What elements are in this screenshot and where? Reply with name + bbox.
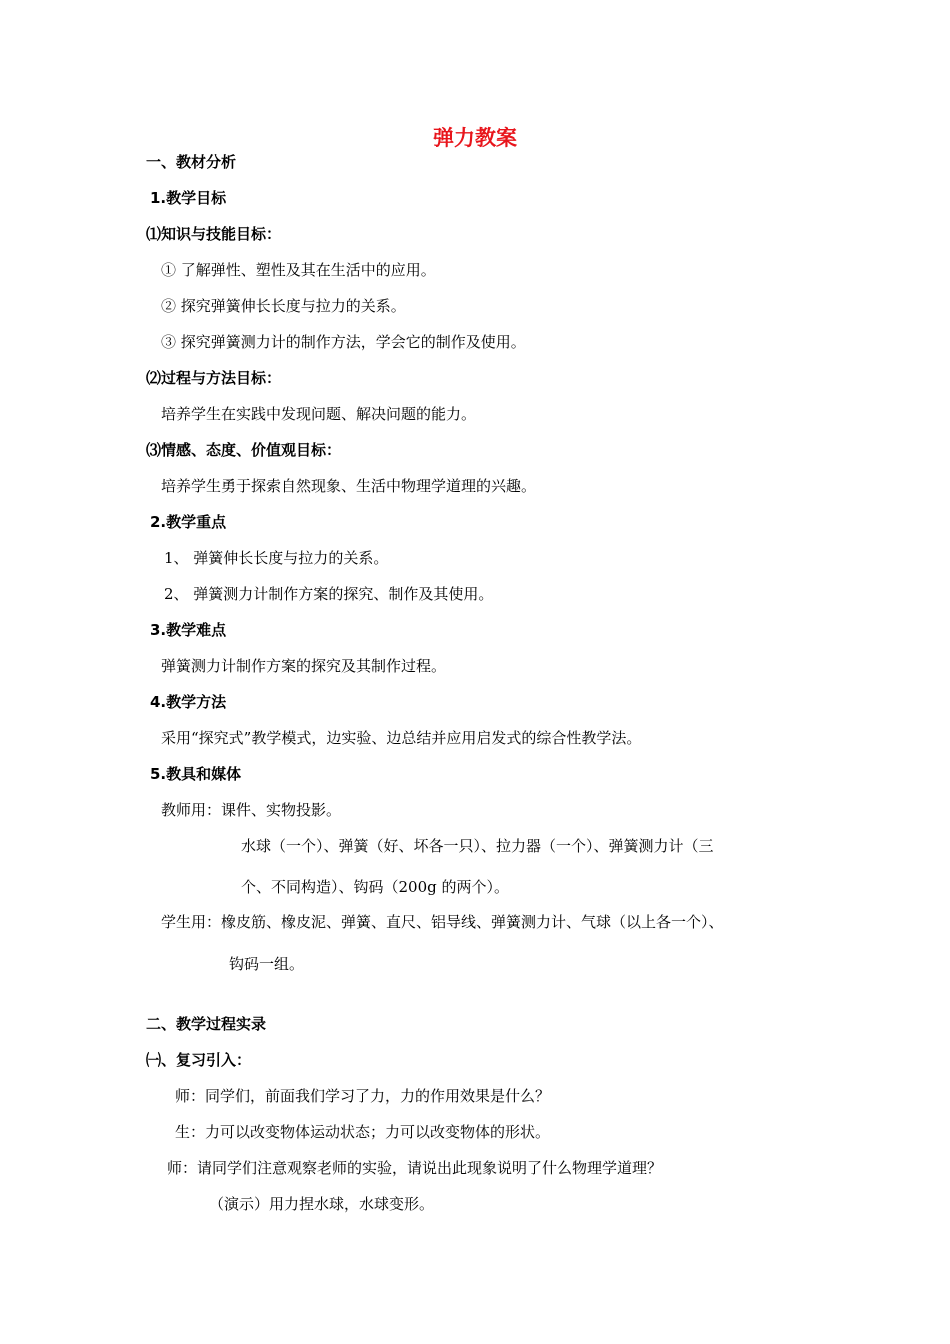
knowledge-item: ② 探究弹簧伸长长度与拉力的关系。 xyxy=(161,297,406,315)
dialogue-line: 师：请同学们注意观察老师的实验，请说出此现象说明了什么物理学道理？ xyxy=(167,1159,663,1177)
heading-teaching-method: 4.教学方法 xyxy=(150,693,227,711)
dialogue-line: 师：同学们，前面我们学习了力，力的作用效果是什么？ xyxy=(175,1087,551,1105)
knowledge-item: ③ 探究弹簧测力计的制作方法，学会它的制作及使用。 xyxy=(161,333,526,351)
heading-emotion-goals: ⑶情感、态度、价值观目标： xyxy=(146,441,342,459)
emotion-goals-text: 培养学生勇于探索自然现象、生活中物理学道理的兴趣。 xyxy=(161,477,537,495)
student-tools-line: 钩码一组。 xyxy=(229,955,305,973)
heading-tools-media: 5.教具和媒体 xyxy=(150,765,242,783)
section-heading-textbook-analysis: 一、教材分析 xyxy=(146,153,237,171)
difficulty-text: 弹簧测力计制作方案的探究及其制作过程。 xyxy=(161,657,447,675)
document-title: 弹力教案 xyxy=(433,126,517,150)
dialogue-line: 生：力可以改变物体运动状态；力可以改变物体的形状。 xyxy=(175,1123,551,1141)
heading-review-intro: ㈠、复习引入： xyxy=(146,1051,252,1069)
heading-process-goals: ⑵过程与方法目标： xyxy=(146,369,282,387)
heading-teaching-goals: 1.教学目标 xyxy=(150,189,227,207)
section-heading-teaching-process: 二、教学过程实录 xyxy=(146,1015,267,1033)
heading-knowledge-goals: ⑴知识与技能目标： xyxy=(146,225,282,243)
key-point-item: 1、 弹簧伸长长度与拉力的关系。 xyxy=(164,549,389,567)
teacher-tools-line: 个、不同构造）、钩码（200g 的两个）。 xyxy=(241,878,510,896)
teacher-tools-line: 水球（一个）、弹簧（好、坏各一只）、拉力器（一个）、弹簧测力计（三 xyxy=(241,837,714,855)
student-tools-text: 学生用：橡皮筋、橡皮泥、弹簧、直尺、铝导线、弹簧测力计、气球（以上各一个）、 xyxy=(161,913,724,931)
demonstration-line: （演示）用力捏水球，水球变形。 xyxy=(209,1195,435,1213)
process-goals-text: 培养学生在实践中发现问题、解决问题的能力。 xyxy=(161,405,477,423)
teacher-tools-text: 教师用：课件、实物投影。 xyxy=(161,801,342,819)
teaching-method-text: 采用“探究式”教学模式，边实验、边总结并应用启发式的综合性教学法。 xyxy=(161,729,642,747)
heading-key-points: 2.教学重点 xyxy=(150,513,227,531)
key-point-item: 2、 弹簧测力计制作方案的探究、制作及其使用。 xyxy=(164,585,494,603)
knowledge-item: ① 了解弹性、塑性及其在生活中的应用。 xyxy=(161,261,436,279)
heading-difficulties: 3.教学难点 xyxy=(150,621,227,639)
